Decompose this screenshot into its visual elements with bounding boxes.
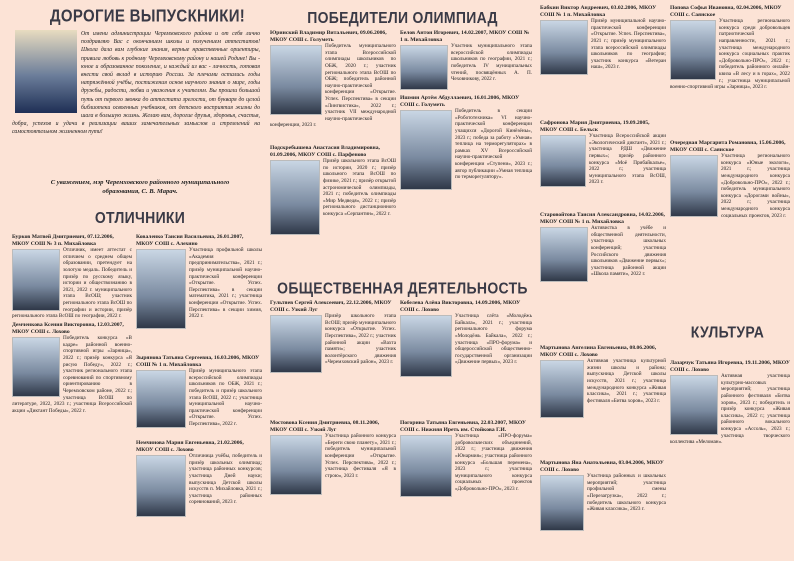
student-photo <box>12 249 60 311</box>
profile-card <box>540 120 666 212</box>
profile-card <box>136 234 262 354</box>
profile-card <box>400 30 532 95</box>
profile-text: Отличник, имеет аттестат с отличием о среднем общем образовании, претендует на золотую медаль. Победитель и призёр по русскому языку, истории и обществознанию в 2021, 2022 г. муниципального этапа ВсОШ; участник регионального этапа ВсОШ по географии и истории, призёр регионального этапа ВсОШ по географии, 2022 г. <box>12 247 132 320</box>
profile-card <box>400 300 532 420</box>
profile-text: Призёр школьного этапа ВсОШ по истории, 2020 г.; призёр школьного этапа ВсОШ по физике, 2021 г.; призёр открытой астрономической олимпиады, 2021 г.; победитель олимпиады «Мир Медведя», 2022 г.; призёр регионального дистанционного конкурса «Серпантин», 2022 г. <box>323 158 396 217</box>
profile-card <box>270 300 396 420</box>
profile-name: Коваленко Таисия Васильевна, 26.01.2007, МКОУ СОШ с. Алехино <box>136 234 244 247</box>
profile-name: Бурков Матвей Дмитриевич, 07.12.2006, МКОУ СОШ № 3 п. Михайловка <box>12 234 114 247</box>
profile-text: Призёр муниципальной научно-практической конференции «Открытие. Успех. Перспектива», 2021 г.; призёр муниципального этапа всероссийской олимпиады школьников по географии; участник конкурса «Ветеран наш», 2023 г. <box>591 18 666 71</box>
heading-social: ОБЩЕСТВЕННАЯ ДЕЯТЕЛЬНОСТЬ <box>277 278 528 298</box>
profile-name: Попова Софья Ивановна, 02.04.2006, МКОУ СОШ с. Саянское <box>670 5 782 18</box>
profile-name: Юринский Владимир Витальевич, 09.06.2006, МКОУ СОШ с. Голуметь <box>270 30 387 43</box>
profile-name: Зырянова Татьяна Сергеевна, 16.03.2006, МКОУ СОШ № 1 п. Михайловка <box>136 355 260 368</box>
profile-name: Лазарчук Татьяна Игоревна, 19.11.2006, МКОУ СОШ с. Лохово <box>670 360 790 373</box>
profile-name: Кобелева Алёна Викторовна, 14.09.2006, МКОУ СОШ с. Лохово <box>400 300 521 313</box>
signature: С уважением, мэр Черемховского районного муниципального образования, С. В. Марач. <box>50 179 230 195</box>
student-photo <box>400 315 452 377</box>
student-photo <box>270 435 322 495</box>
profile-text: Участница регионального конкурса среди добровольцев патриотической направленности, 2021 г.; участница международного конкурса социальных практик «Добровольно-ПРО», 2022 г.; победитель районного онлайн-квиза «В лесу и в горах», 2022 г.; участница муниципальной военно-спортивной игры «Зарница», 2023 г. <box>670 18 790 91</box>
profile-text: Призёр школьного этапа ВсОШ; призёр муниципального конкурса «Открытие. Успех. Перспектива», 2022 г.; участник районной акции «Вахта памяти»; участник волонтёрского движения «Черемховский район», 2023 г. <box>325 313 396 366</box>
profile-text: Участница профильной школы «Академия предпринимательства», 2021 г.; призёр муниципальной научно-практической конференции «Открытие. Успех. Перспектива» в секции математика, 2021 г.; участница конференции «Открытие. Успех. Перспектива» в секции химия, 2022 г. <box>189 247 262 320</box>
student-photo <box>540 20 588 75</box>
profile-text: Участница слёта «Молодёжь Байкала», 2021 г.; участница регионального форума «Молодёжь Байкала», 2022 г.; участница «ПРО-форума» и общероссийской общественно-государственной организации «Движение первых», 2023 г. <box>455 313 532 366</box>
profile-text: Участница районного конкурса «Береги свою планету», 2021 г.; победитель муниципальной конференции «Открытие. Успех. Перспектива», 2022 г.; участница фестиваля «Я в строю», 2023 г. <box>325 433 396 479</box>
profile-name: Гультяев Сергей Алексеевич, 22.12.2006, МКОУ СОШ с. Узкий Луг <box>270 300 392 313</box>
student-photo <box>670 375 718 435</box>
profile-text: Призёр муниципального этапа всероссийской олимпиады школьников по ОБЖ, 2021 г.; победитель и призёр школьного этапа ВсОШ, 2022 г.; участница муниципальной научно-практической конференции «Открытие. Успех. Перспектива», 2022 г. <box>189 368 262 427</box>
profile-card <box>670 5 790 140</box>
student-photo <box>136 249 186 329</box>
student-photo <box>136 455 186 517</box>
student-photo <box>540 360 584 418</box>
profile-name: Демченкова Ксения Викторовна, 12.03.2007, МКОУ СОШ с. Лохово <box>12 322 124 335</box>
profile-text: Активная участница культурно-массовых мероприятий; участница районного фестиваля «Битва хоров», 2023 г.; победитель и призёр конкурса «Живая классика», 2022 г.; участница районного вокального конкурса «Ассоль», 2023 г.; участница творческого коллектива «Меломан». <box>670 373 790 446</box>
profile-card <box>270 145 396 270</box>
student-photo <box>540 475 584 531</box>
greeting-letter: От имени администрации Черемховского района и от себя лично поздравляю Вас с окончанием школы и получением аттестатов! Школа дала вам глубокие знания, верные нравственные ориентиры, привила любовь к родному Черемховскому району и нашей Родине! Вы - юное и образованное поколение, и каждый из вас - личность, готовая внести свой вклад в историю России. За плечами остались годы напряжённой учёбы, постижения основ научного знания о мире, годы дружбы, радости, любви и уважения к учителям. Вы прошли большой путь от первого звонка до аттестата зрелости, от букваря до целой библиотеки освоенных учебников, от детского восприятия жизни до шага в большую жизнь. Желаю вам, дорогие друзья, здоровья, счастья, добра, успехов и удачи в реализации ваших замечательных замыслов и стремлений на самостоятельном жизненном пути! <box>12 31 260 136</box>
profile-name: Ишмин Артём Абдуллаевич, 16.01.2006, МКОУ СОШ с. Голуметь <box>400 95 520 108</box>
profile-text: Победитель конкурса «В кадре» районной военно-спортивной игры «Зарница», 2022 г.; призёр конкурса «Я рисую Победу», 2022 г.; участник регионального этапа соревнований по спортивному ориентированию в Черемховском районе, 2022 г.; участница ВсОШ по литературе, 2022, 2023 г.; участница Всероссийской акции «Диктант Победы», 2022 г. <box>12 335 132 414</box>
profile-card <box>270 420 396 556</box>
profile-card <box>12 322 132 556</box>
profile-card <box>540 345 666 460</box>
student-photo <box>400 435 452 497</box>
profile-name: Очередная Маргарита Романовна, 15.06.2006, МКОУ СОШ с. Саянское <box>670 140 786 153</box>
profile-name: Подскребышева Анастасия Владимировна, 01.09.2006, МКОУ СОШ с. Парфеново <box>270 145 380 158</box>
profile-card <box>136 355 262 440</box>
mayor-photo <box>15 30 77 113</box>
student-photo <box>670 155 718 217</box>
profile-name: Погорина Татьяна Евгеньевна, 22.03.2007, МКОУ СОШ с. Нижняя Иреть им. Стойкова Г.И. <box>400 420 527 433</box>
profile-text: Участница «ПРО-форума» добровольческих объединений, 2022 г.; участница движения «Юнармия»; участница районного конкурса «Большая перемена», 2023 г.; участница муниципального конкурса социальных проектов «Добровольно-ПРО», 2023 г. <box>455 433 532 492</box>
profile-card <box>270 30 396 145</box>
profile-name: Старовойтова Таисия Александровна, 14.02.2006, МКОУ СОШ № 1 п. Михайловка <box>540 212 665 225</box>
profile-name: Мартынова Ангелина Евгеньевна, 08.06.2006, МКОУ СОШ с. Лохово <box>540 345 657 358</box>
profile-card <box>540 212 666 317</box>
student-photo <box>400 110 452 190</box>
profile-name: Сафронова Мария Дмитриевна, 19.09.2005, МКОУ СОШ с. Бельск <box>540 120 650 133</box>
student-photo <box>540 135 586 187</box>
student-photo <box>136 370 186 428</box>
profile-text: Участница Всероссийской акции «Экологический диктант», 2021 г.; участница РДШ «Движение первых»; призёр районного конкурса «Моё Прибайкалье», 2022 г.; участница муниципального этапа ВсОШ, 2023 г. <box>589 133 666 186</box>
profile-text: Отличница учёбы, победитель и призёр школьных олимпиад; участница районных конкурсов; участница Дней науки; выпускница Детской школы искусств п. Михайловка, 2021 г.; участница районных соревнований, 2023 г. <box>189 453 262 506</box>
heading-excellent: ОТЛИЧНИКИ <box>94 207 186 227</box>
student-photo <box>270 315 322 373</box>
profile-card <box>670 140 790 320</box>
profile-name: Бабкин Виктор Андреевич, 03.02.2006, МКОУ СОШ № 1 п. Михайловка <box>540 5 657 18</box>
profile-text: Участник муниципального этапа всероссийской олимпиады школьников по географии, 2021 г.; победитель IV муниципальных чтений, посвящённых А. П. Чеховникову, 2022 г. <box>451 43 532 83</box>
student-photo <box>400 45 448 90</box>
profile-card <box>136 440 262 556</box>
profile-card <box>670 360 790 556</box>
profile-text: Победитель в секции «Робототехника» VI научно-практической конференции учащихся «Дорогой Кинёзёны», 2023 г.; победа за работу «Умная» теплица на терморегуляторах» в рамках XV Всероссийской научно-практической конференции «Ступени», 2023 г.; автор публикации «Умная теплица по терморегулятору». <box>455 108 532 181</box>
student-photo <box>12 337 60 397</box>
profile-name: Немчинова Мария Евгеньевна, 21.02.2006, МКОУ СОШ с. Лохово <box>136 440 244 453</box>
heading-olympiad: ПОБЕДИТЕЛИ ОЛИМПИАД <box>307 7 498 27</box>
profile-name: Белов Антон Игоревич, 14.02.2007, МКОУ СОШ № 1 п. Михайловка <box>400 30 530 43</box>
profile-card <box>540 460 666 556</box>
profile-card <box>400 95 532 275</box>
profile-card <box>12 234 132 320</box>
profile-card <box>400 420 532 556</box>
profile-text: Участница районных и школьных мероприятий; участница профильной смены «Перезагрузка», 2022 г.; победитель школьного конкурса «Живая классика», 2023 г. <box>587 473 666 513</box>
profile-card <box>540 5 666 120</box>
student-photo <box>670 20 716 80</box>
heading-greeting: ДОРОГИЕ ВЫПУСКНИКИ! <box>49 6 246 27</box>
profile-text: Победитель муниципального этапа Всероссийской олимпиады школьников по ОБЖ, 2020 г.; участник регионального этапа ВсОШ по ОБЖ; победитель районной научно-практической конференции «Открытие. Успех. Перспектива» в секции «Лингвистика», 2022 г.; участник VII международной научно-практической конференции, 2023 г. <box>270 43 396 129</box>
student-photo <box>270 160 320 235</box>
student-photo <box>270 45 322 115</box>
profile-text: Активистка в учёбе и общественной деятельности, участница школьных конференций; участница Российского движения школьников «Движение первых»; участница районной акции «Школа памяти», 2022 г. <box>591 225 666 278</box>
profile-text: Активная участница культурной жизни школы и района; выпускница Детской школы искусств, 2021 г.; участница международного конкурса «Живая классика», 2021 г.; участница фестиваля «Битва хоров», 2023 г. <box>587 358 666 404</box>
profile-name: Мостовова Ксения Дмитриевна, 08.11.2006, МКОУ СОШ с. Узкий Луг <box>270 420 380 433</box>
profile-name: Мартынова Яна Анатольевна, 03.04.2006, МКОУ СОШ с. Лохово <box>540 460 664 473</box>
student-photo <box>540 227 588 282</box>
profile-text: Участница регионального конкурса «Юные экологи», 2021 г.; участница международного конкурса «Добровольно-ПРО», 2022 г.; победитель муниципального конкурса «Дорогами войны», 2022 г.; участница международного конкурса социальных проектов, 2023 г. <box>721 153 790 219</box>
heading-culture: КУЛЬТУРА <box>690 322 765 342</box>
